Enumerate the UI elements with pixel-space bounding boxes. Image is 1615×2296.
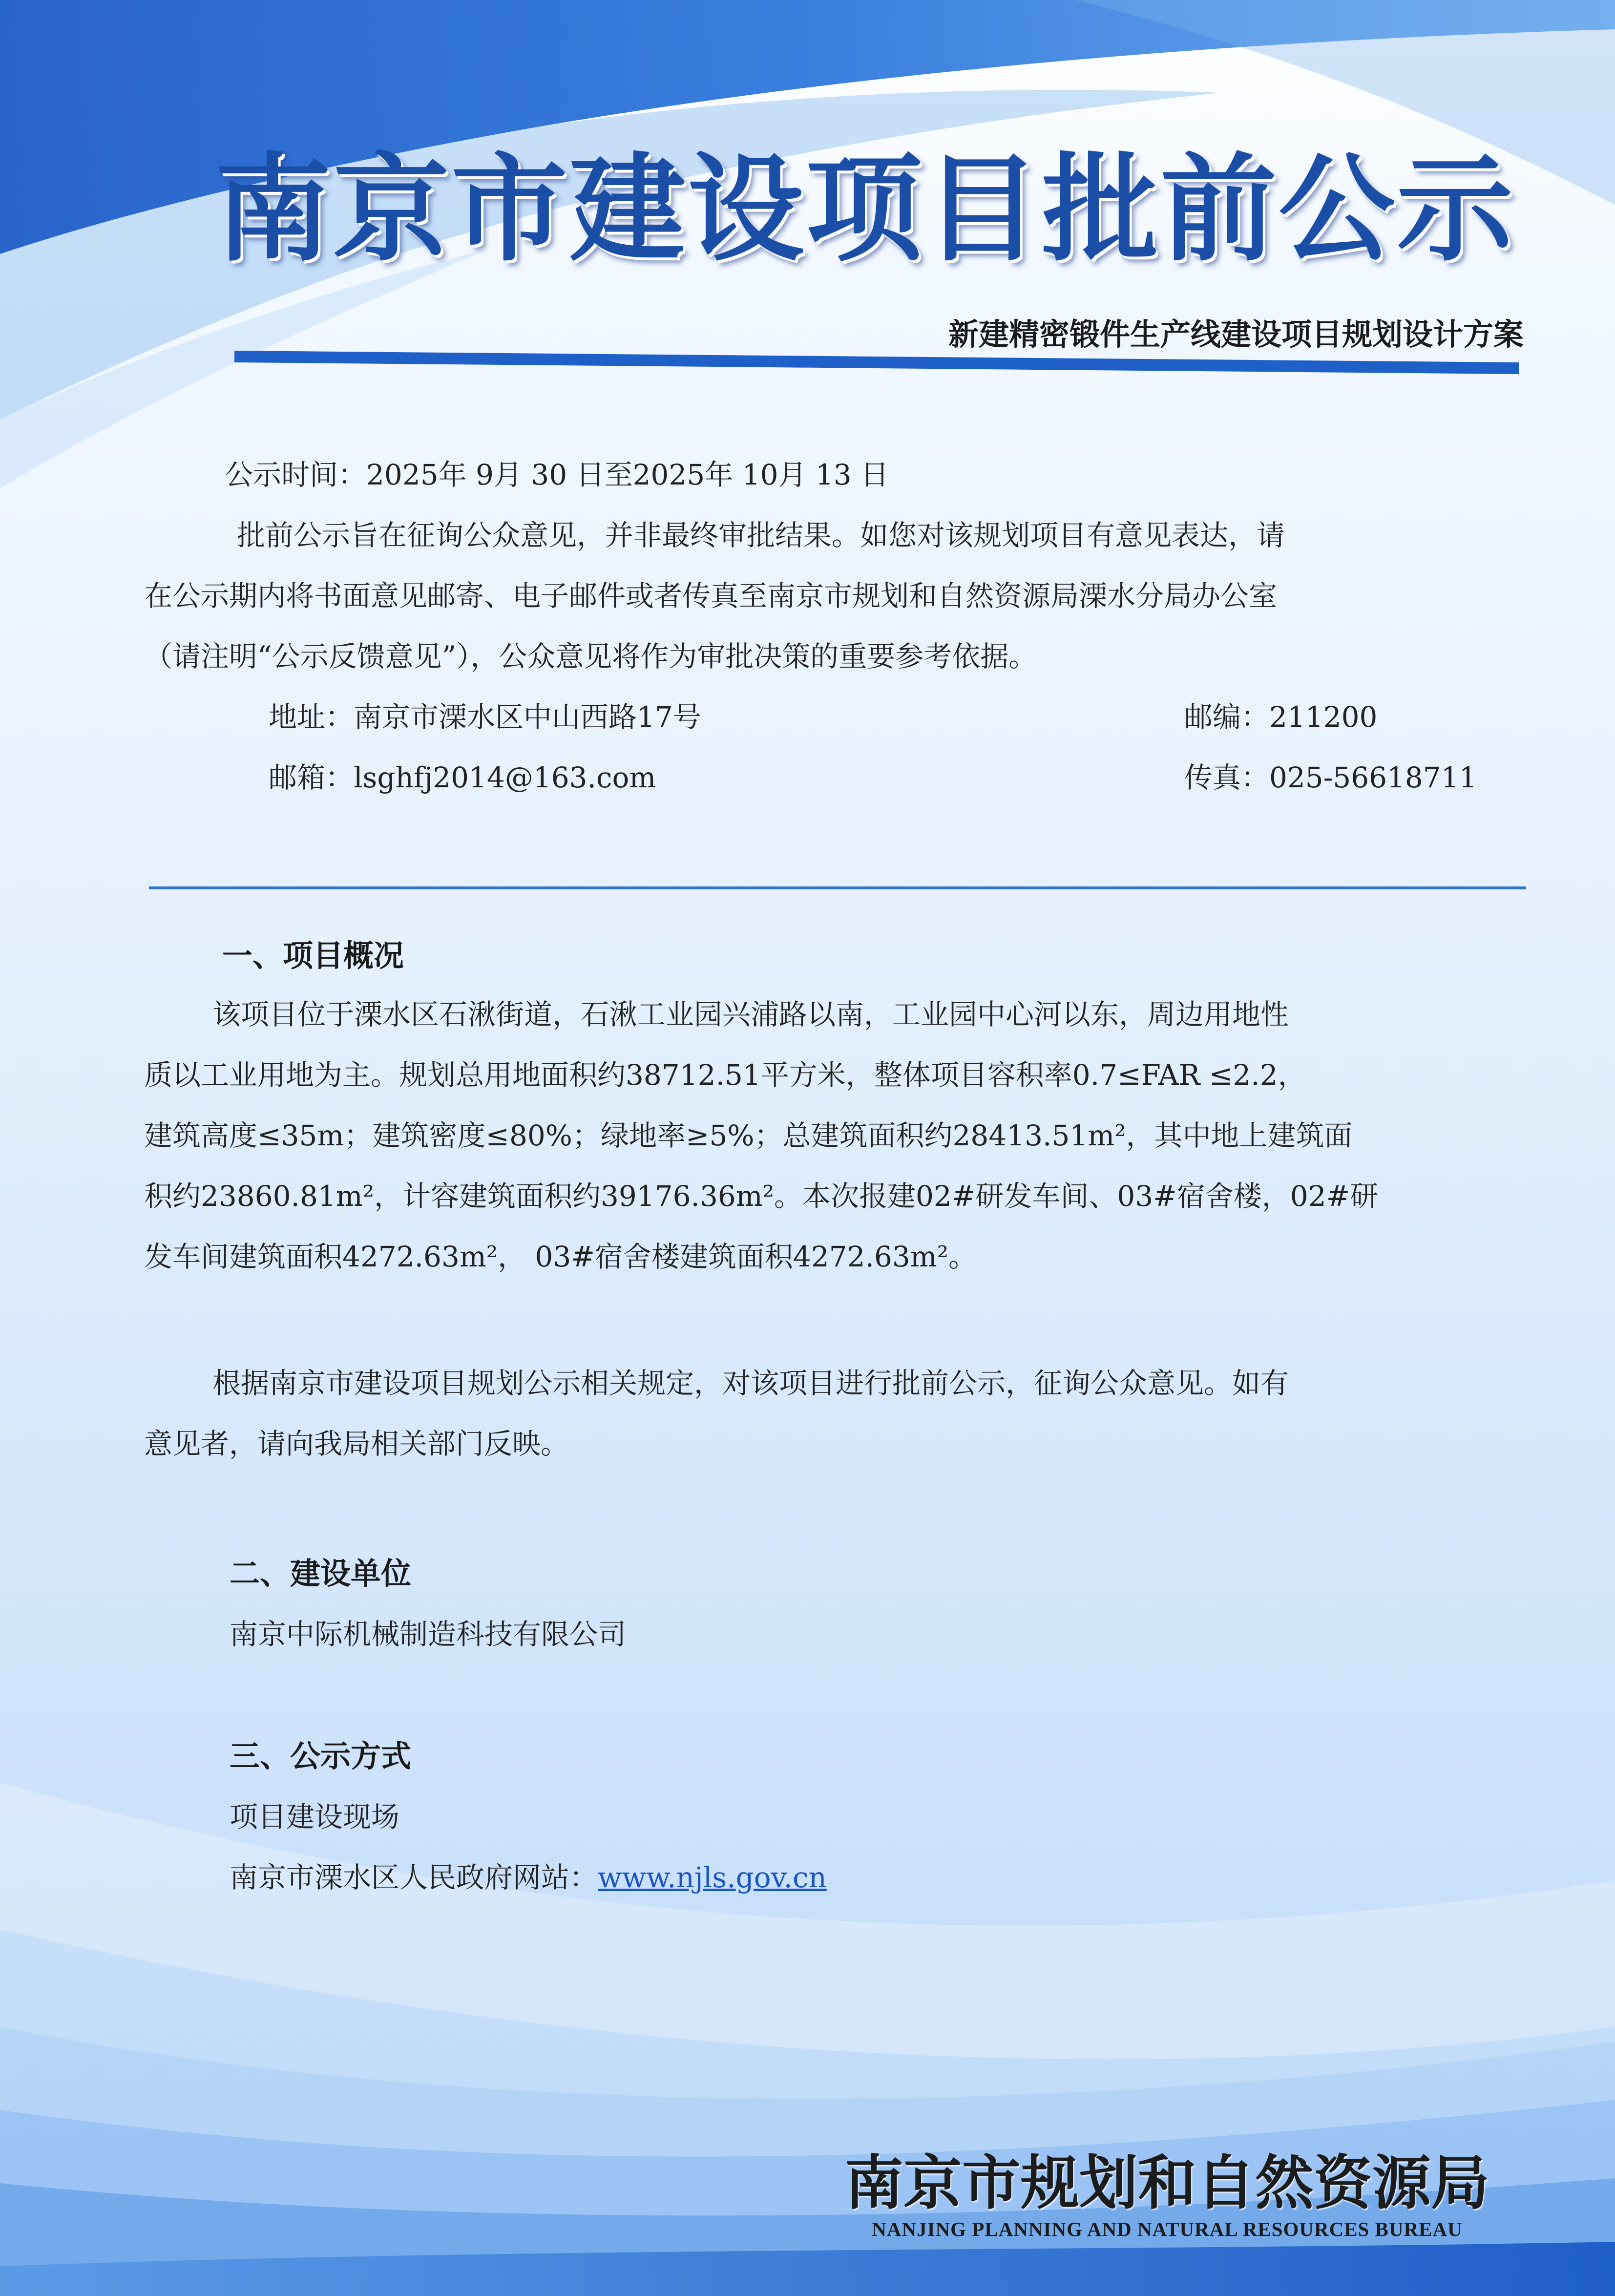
construction-unit: 南京中际机械制造科技有限公司 [230, 1618, 627, 1651]
notice-block [144, 444, 1507, 687]
notice-line: 在公示期内将书面意见邮寄、电子邮件或者传真至南京市规划和自然资源局溧水分局办公室 [144, 579, 1278, 612]
publicity-method-site: 项目建设现场 [230, 1800, 400, 1833]
notice-address: 地址：南京市溧水区中山西路17号 [269, 700, 701, 734]
section1-line: 建筑高度≤35m；建筑密度≤80%；绿地率≥5%；总建筑面积约28413.51m²，其中地上建筑面 [144, 1119, 1353, 1152]
basis-line: 根据南京市建设项目规划公示相关规定，对该项目进行批前公示，征询公众意见。如有 [212, 1367, 1289, 1400]
notice-period: 公示时间：2025年 9月 30 日至2025年 10月 13 日 [225, 458, 889, 491]
section2-heading: 二、建设单位 [230, 1556, 412, 1591]
section1-line: 积约23860.81m²，计容建筑面积约39176.36m²。本次报建02#研发车间、03#宿舍楼，02#研 [144, 1180, 1379, 1213]
notice-postcode: 邮编：211200 [1184, 700, 1378, 734]
section1-heading: 一、项目概况 [222, 938, 404, 973]
section1-line: 发车间建筑面积4272.63m²， 03#宿舍楼建筑面积4272.63m²。 [144, 1240, 977, 1273]
section1-line: 该项目位于溧水区石湫街道，石湫工业园兴浦路以南，工业园中心河以东，周边用地性 [212, 998, 1289, 1031]
notice-email: 邮箱：lsghfj2014@163.com [269, 761, 656, 794]
website-link[interactable]: www.njls.gov.cn [598, 1861, 827, 1894]
section-divider [149, 886, 1526, 889]
section1-body [144, 984, 1526, 1287]
bureau-name-en: NANJING PLANNING AND NATURAL RESOURCES BUREAU [872, 2218, 1463, 2240]
bureau-name: 南京市规划和自然资源局 [845, 2149, 1489, 2217]
project-subtitle: 新建精密锻件生产线建设项目规划设计方案 [948, 316, 1524, 352]
basis-paragraph [144, 1353, 1526, 1474]
notice-line: 批前公示旨在征询公众意见，并非最终审批结果。如您对该规划项目有意见表达，请 [237, 519, 1285, 552]
basis-line: 意见者，请向我局相关部门反映。 [144, 1427, 569, 1460]
section1-line: 质以工业用地为主。规划总用地面积约38712.51平方米，整体项目容积率0.7≤FAR ≤2.2， [144, 1058, 1306, 1092]
publicity-method-website [230, 1847, 827, 1908]
page-title: 南京市建设项目批前公示 [215, 142, 1515, 277]
section3-heading: 三、公示方式 [230, 1738, 412, 1774]
notice-fax: 传真：025-56618711 [1184, 761, 1477, 794]
notice-line: （请注明“公示反馈意见”），公众意见将作为审批决策的重要参考依据。 [144, 640, 1037, 673]
website-label: 南京市溧水区人民政府网站： [230, 1861, 598, 1894]
